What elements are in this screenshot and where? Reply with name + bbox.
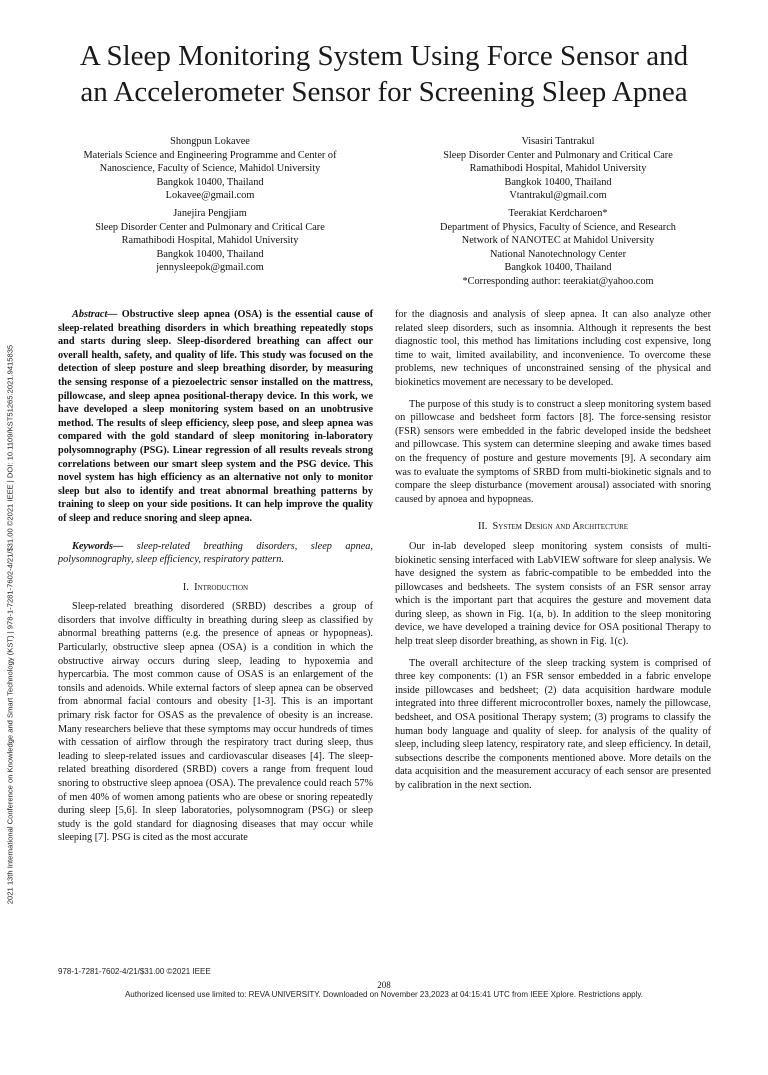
author-affiliation: Sleep Disorder Center and Pulmonary and Critical Care xyxy=(443,149,673,161)
author-name: Teerakiat Kerdcharoen* xyxy=(508,208,608,219)
author-block-1 xyxy=(45,135,375,203)
section-number: II. xyxy=(477,521,488,533)
purpose-paragraph: The purpose of this study is to construct a sleep monitoring system based on pillowcase and bedsheet form factors [8]. The force-sensing resistor (FSR) sensors were embedded in the fabric developed inside the bedsheet and pillowcase. This system can determine sleeping and awake times based on the frequency of posture and gesture movements [9]. A secondary aim was to evaluate the symptoms of SRBD from multi-biokinetic signals and to compare the sleep disturbance (movement arousal) associated with snoring caused by apnoea and hypopneas. xyxy=(395,398,711,505)
author-email: Vtantrakul@gmail.com xyxy=(509,190,607,202)
author-block-4 xyxy=(393,207,723,289)
abstract-label: Abstract— xyxy=(72,309,118,320)
conference-sidebar xyxy=(0,0,16,1024)
section-number: I. xyxy=(182,581,189,593)
title-line-1: A Sleep Monitoring System Using Force Sensor and xyxy=(79,40,689,72)
author-affiliation: Materials Science and Engineering Programme and Center of xyxy=(83,149,337,161)
introduction-paragraph: Sleep-related breathing disordered (SRBD) describes a group of disorders that involve difficulty in breathing during sleep as classified by abnormal breathing patterns (e.g. the presence of apneas or hypopneas). Particularly, obstructive sleep apnea (OSA) is a condition in which the obstructive airway occurs during sleep, leading to hypoxemia and hypercarbia. The most common cause of OSAS is an enlargement of the tonsils and adenoids. While external factors of sleep apnea can be observed from abnormal facial contours and obesity [1-3]. This is an important primary risk factor for OSAS as the prevalence of obesity is an increase. Many researchers believe that these symptoms may occur hundreds of times with cessation of airflow through the respiratory tract during sleep, thus leading to sleep-related issues and cardiovascular diseases [4]. The sleep-related breathing disordered (SRBD) covers a range from frequent loud snoring to obstructive sleep apnoea (OSA). The prevalence could reach 57% of men 40% of women among patients who are obese or snoring repeatedly during sleep [5,6]. In sleep laboratories, polysomnogram (PSG) or sleep study is the gold standard for diagnosing diseases that may occur while sleeping [7]. PSG is cited as the most accurate xyxy=(58,601,373,844)
author-affiliation: Network of NANOTEC at Mahidol University xyxy=(461,235,655,247)
conference-sidebar-text: 2021 13th International Conference on Knowledge and Smart Technology (KST) | 978-1-7281-7602-4/21/$31.00 ©2021 IEEE | DOI: 10.1109/KST51265.2021.9415835 xyxy=(5,344,15,905)
keywords-text: sleep-related breathing disorders, sleep apnea, polysomnography, sleep efficiency, respiratory pattern. xyxy=(58,540,373,566)
system-paragraph: Our in-lab developed sleep monitoring system consists of multi-biokinetic sensing interfaced with LabVIEW software for sleep analysis. We have designed the system as fabric-compatible to be embedded into the pillowcases and bedsheets. The system consists of an FSR sensor array which is the important part that acquires the gesture and movement data during sleep, as shown in Fig. 1(a, b). In addition to the sleep monitoring device, we have developed a training device for OSA positional Therapy to help treat sleep disorder breathing, as shown in Fig. 1(c). xyxy=(395,540,711,648)
author-email: jennysleepok@gmail.com xyxy=(156,262,264,274)
author-block-3 xyxy=(45,207,375,275)
author-affiliation: Ramathibodi Hospital, Mahidol University xyxy=(121,235,299,247)
abstract-text: Obstructive sleep apnea (OSA) is the essential cause of sleep-related breathing disorders in which breathing repeatedly stops and starts during sleep. Sleep-disordered breathing can affect our overall health, safety, and quality of life. This study was focused on the detection of sleep posture and sleep breathing disorder, by measuring the sensing response of a piezoelectric sensor installed on the mattress, pillowcase, and sleep apnea positional-therapy device. In this work, we have developed a sleep monitoring system based on an unobtrusive method. The results of sleep efficiency, sleep pose, and sleep apnea was compared with the gold standard of sleep monitoring in-laboratory polysomnography (PSG). Linear regression of all results reveals strong correlations between our smart sleep system and the PSG device. This novel system has high efficiency as an alternative not only to monitor sleep but also to identify and treat abnormal breathing patterns by training to sleep on your side positions. It can help improve the quality of sleep and reduce snoring and sleep apnea. xyxy=(58,309,373,524)
author-affiliation: Sleep Disorder Center and Pulmonary and Critical Care xyxy=(95,221,325,233)
page-number: 208 xyxy=(377,980,391,990)
right-column xyxy=(395,308,711,793)
author-affiliation: Nanoscience, Faculty of Science, Mahidol University xyxy=(99,163,321,175)
left-column xyxy=(58,308,373,845)
section-title: Introduction xyxy=(194,581,249,593)
keywords-label: Keywords— xyxy=(72,540,124,552)
author-address: Bangkok 10400, Thailand xyxy=(156,248,264,260)
author-name: Janejira Pengjiam xyxy=(173,208,247,219)
paper-title xyxy=(40,38,728,110)
title-line-2: an Accelerometer Sensor for Screening Sleep Apnea xyxy=(80,76,688,108)
author-affiliation: Department of Physics, Faculty of Science, and Research xyxy=(440,221,676,233)
architecture-paragraph: The overall architecture of the sleep tracking system is comprised of three key components: (1) an FSR sensor embedded in a fabric envelope inside pillowcases and bedsheet; (2) data acquisition hardware module integrated into three different microcontroller boxes, namely the pillowcase, bedsheet, and OSA positional Therapy system; (3) programs to classify the human body language and quality of sleep. for analysis of the quality of sleep, including sleep latency, respiratory rate, and sleep efficiency. In detail, subsections describe the components mentioned above. More details on the data acquisition and the measurement accuracy of each sensor are presented by calibration in the next section. xyxy=(395,657,711,791)
abstract xyxy=(58,308,373,526)
author-address: Bangkok 10400, Thailand xyxy=(504,176,612,188)
author-address: Bangkok 10400, Thailand xyxy=(156,176,264,188)
author-affiliation: National Nanotechnology Center xyxy=(489,248,627,260)
section-heading-system-design xyxy=(395,520,711,534)
license-notice: Authorized licensed use limited to: REVA UNIVERSITY. Downloaded on November 23,2023 at 04:15:41 UTC from IEEE Xplore. Restrictions apply. xyxy=(124,990,644,999)
author-affiliation: Ramathibodi Hospital, Mahidol University xyxy=(469,163,647,175)
section-heading-introduction xyxy=(58,581,373,595)
corresponding-author: *Corresponding author: teerakiat@yahoo.com xyxy=(462,275,654,287)
author-block-2 xyxy=(393,135,723,203)
author-name: Visasiri Tantrakul xyxy=(521,136,595,147)
author-email: Lokavee@gmail.com xyxy=(165,190,255,202)
author-address: Bangkok 10400, Thailand xyxy=(504,262,612,274)
section-title: System Design and Architecture xyxy=(492,521,629,533)
author-name: Shongpun Lokavee xyxy=(170,136,250,147)
footer-isbn: 978-1-7281-7602-4/21/$31.00 ©2021 IEEE xyxy=(58,967,211,976)
keywords xyxy=(58,540,373,567)
paragraph-continued: for the diagnosis and analysis of sleep apnea. It can also analyze other related sleep disorders, such as insomnia. Although it represents the best diagnostic tool, this method has limitations including cost expensive, long time to wait, limited availability, and inconvenience. To overcome these problems, new techniques of unconstrained sensing of the physical and biokinetics movement are necessary to be developed. xyxy=(395,309,711,388)
